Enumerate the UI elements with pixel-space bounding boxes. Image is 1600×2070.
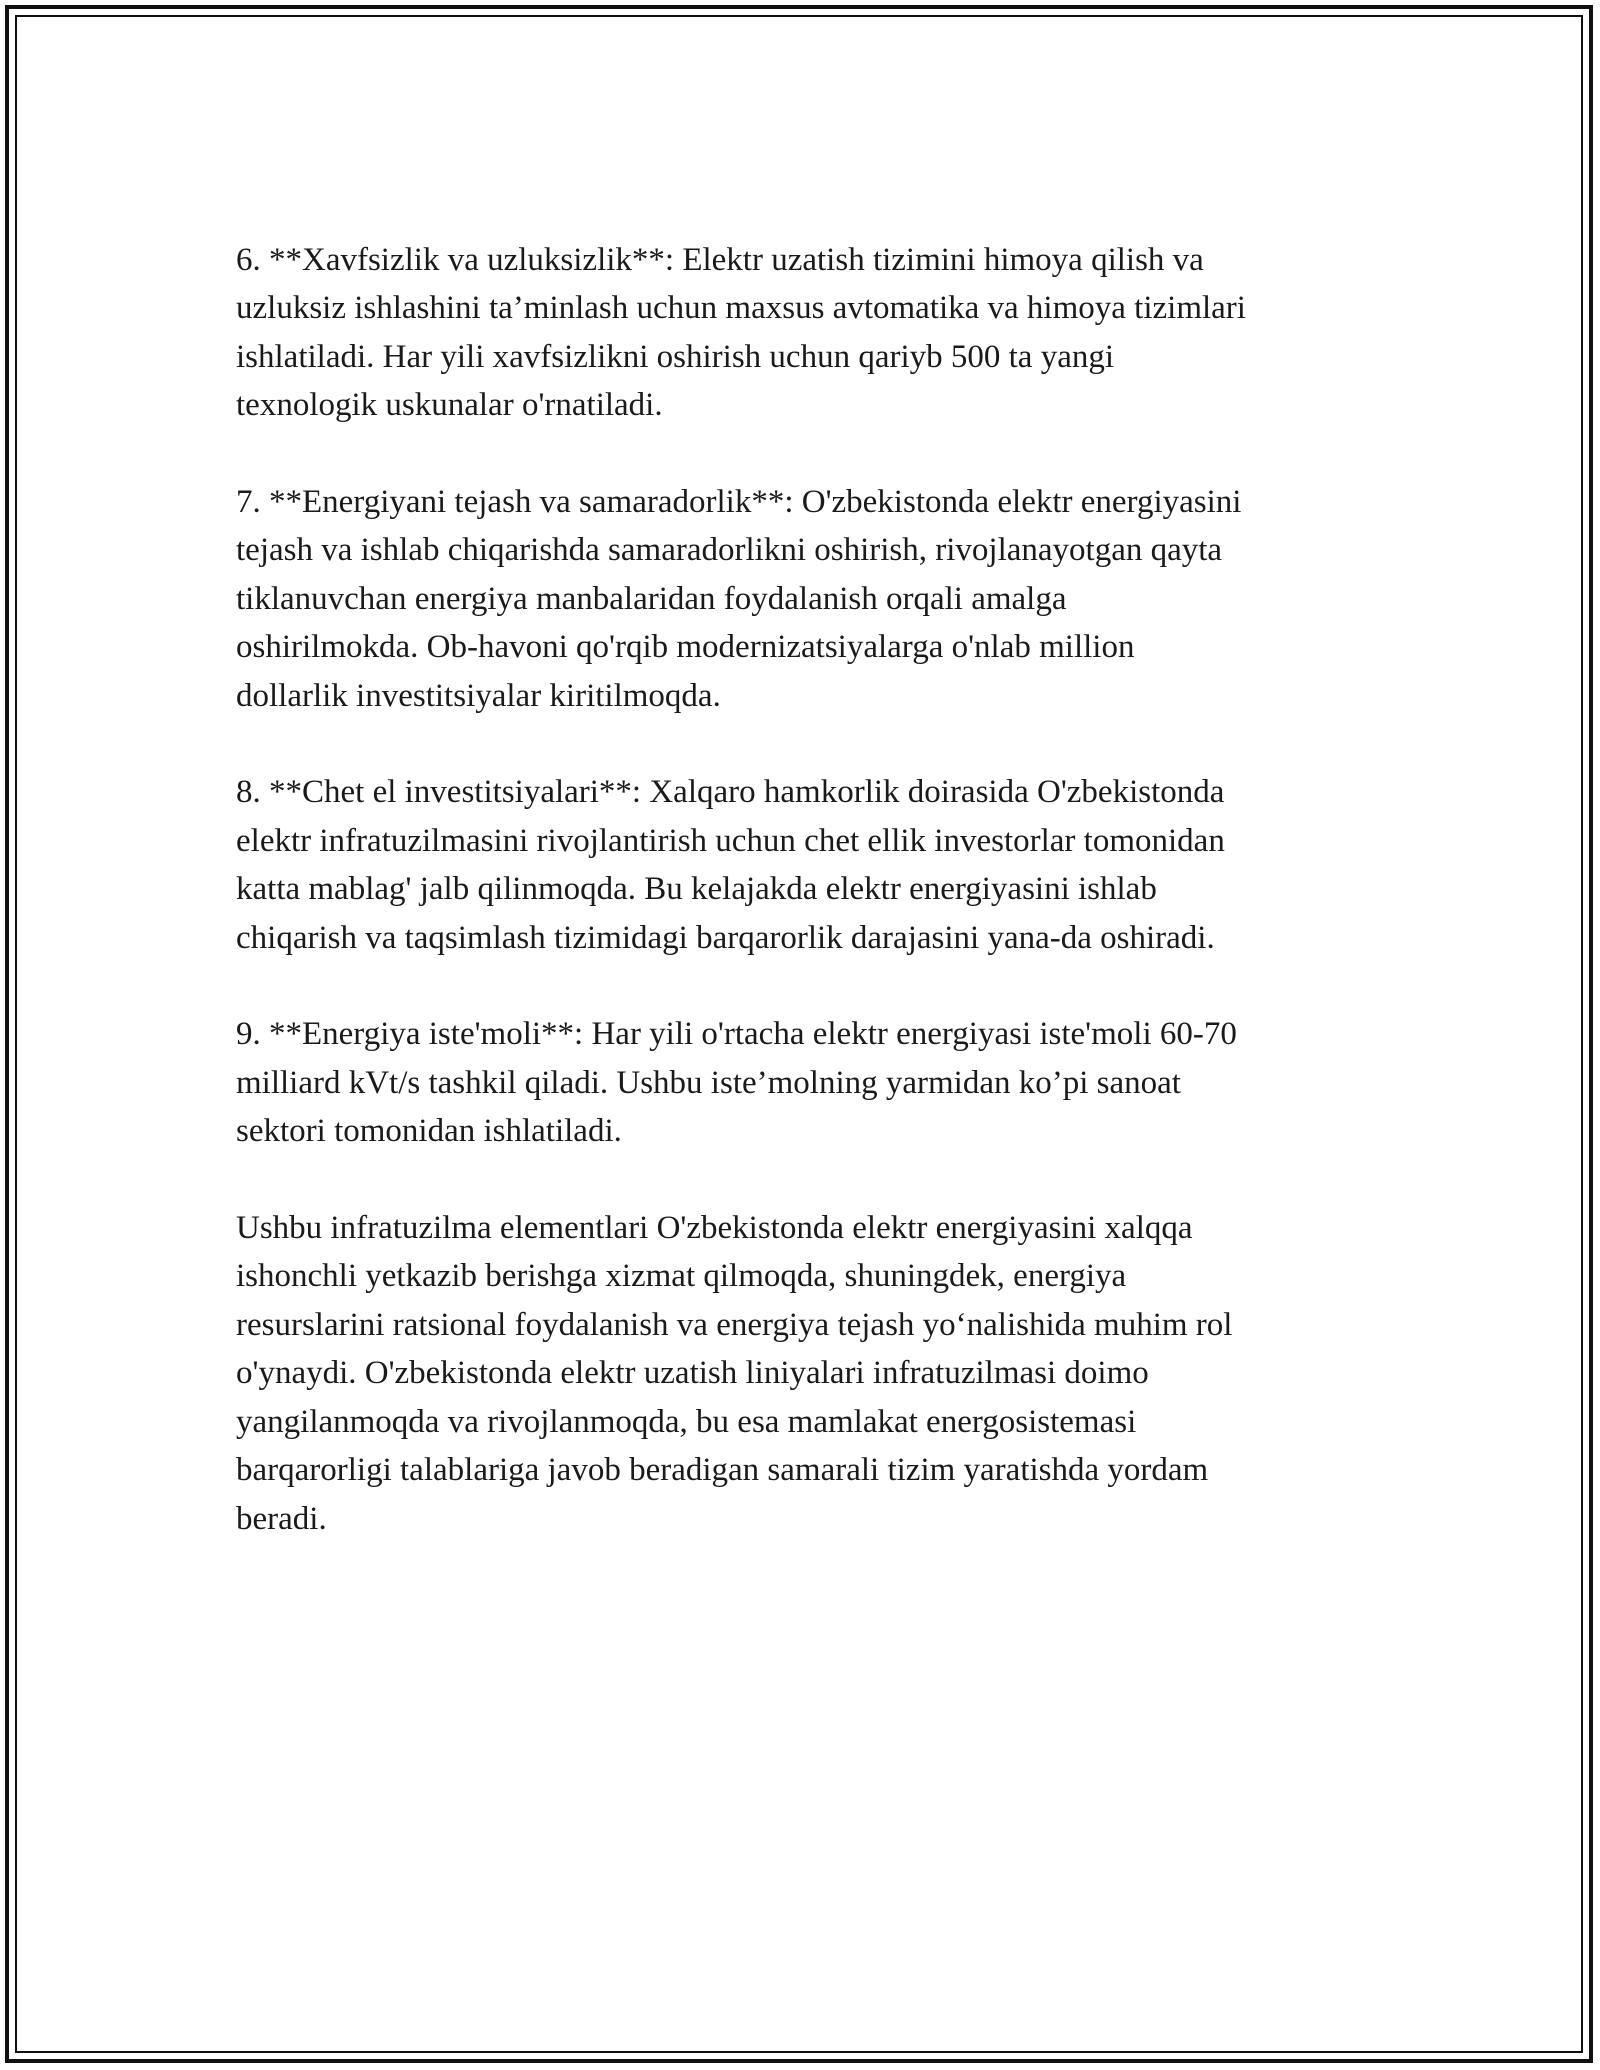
paragraph-energy-consumption: 9. **Energiya iste'moli**: Har yili o'rtacha elektr energiyasi iste'moli 60-70 milliard kVt/s tashkil qiladi. Ushbu iste’molning yarmidan ko’pi sanoat sektori tomonidan ishlatiladi. xyxy=(236,1016,1237,1150)
paragraph-foreign-investment: 8. **Chet el investitsiyalari**: Xalqaro hamkorlik doirasida O'zbekistonda elektr infratuzilmasini rivojlantirish uchun chet ellik investorlar tomonidan katta mablag' jalb qilinmoqda. Bu kelajakda elektr energiyasini ishlab chiqarish va taqsimlash tizimidagi barqarorlik darajasini yana-da oshiradi. xyxy=(236,774,1225,956)
document-body xyxy=(236,236,1366,1591)
paragraph-conclusion: Ushbu infratuzilma elementlari O'zbekistonda elektr energiyasini xalqqa ishonchli yetkazib berishga xizmat qilmoqda, shuningdek, energiya resurslarini ratsional foydalanish va energiya tejash yo‘nalishida muhim rol o'ynaydi. O'zbekistonda elektr uzatish liniyalari infratuzilmasi doimo yangilanmoqda va rivojlanmoqda, bu esa mamlakat energosistemasi barqarorligi talablariga javob beradigan samarali tizim yaratishda yordam beradi. xyxy=(236,1210,1233,1537)
paragraph-energy-saving: 7. **Energiyani tejash va samaradorlik**: O'zbekistonda elektr energiyasini tejash va ishlab chiqarishda samaradorlikni oshirish, rivojlanayotgan qayta tiklanuvchan energiya manbalaridan foydalanish orqali amalga oshirilmokda. Ob-havoni qo'rqib modernizatsiyalarga o'nlab million dollarlik investitsiyalar kiritilmoqda. xyxy=(236,484,1242,714)
paragraph-security: 6. **Xavfsizlik va uzluksizlik**: Elektr uzatish tizimini himoya qilish va uzluksiz ishlashini ta’minlash uchun maxsus avtomatika va himoya tizimlari ishlatiladi. Har yili xavfsizlikni oshirish uchun qariyb 500 ta yangi texnologik uskunalar o'rnatiladi. xyxy=(236,242,1246,424)
